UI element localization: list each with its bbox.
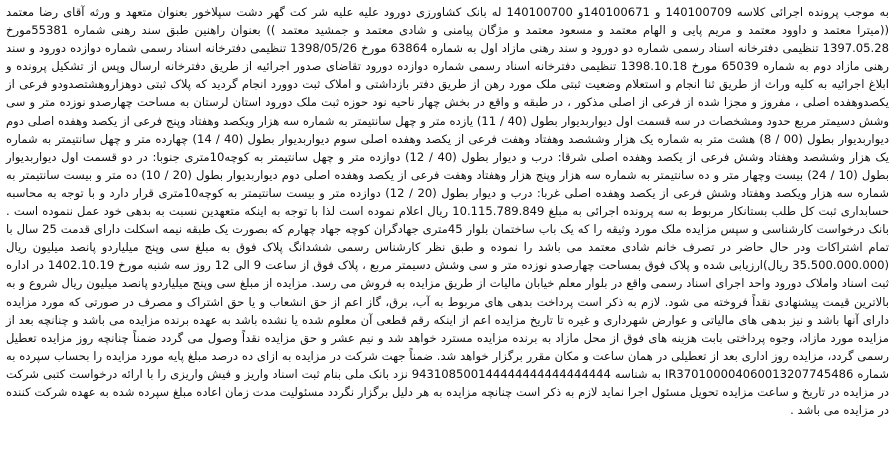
notice-body-text: به موجب پرونده اجرائی کلاسه 140100709 و 140100671و 140100700 له بانک کشاورزی دورود علیه علیه شر کت گهر دشت سپلاخور بعنوان متعهد و ورثه آقای رضا معتمد ((میترا معتمد و داوود معتمد و مریم پایی و الهام معتمد و مسعود معتمد و مژگان پیامنی و شادی معتمد و جمشید معتمد )) بعنوان راهنین طبق سند رهنی شماره 55381مورخ 1397.05.28 تنظیمی دفترخانه اسناد رسمی شماره دو دورود و سند رهنی مازاد اول به شماره 63864 مورخ 1398/05/26 تنظیمی دفترخانه اسناد رسمی شماره دوازده دورود و سند رهنی مازاد دوم به شماره 65039 مورخ 1398.10.18 تنظیمی دفترخانه اسناد رسمی شماره دوازده دورود تقاضای صدور اجرائیه از طریق دفترخانه ارسال وپس از تشکیل پرونده و ابلاغ اجرائیه به کلیه وراث از طریق ثنا انجام و استعلام وضعیت ثبتی ملک مورد رهن از طریق دفتر بازداشتی و املاک ثبت دوورد انجام گردید که پلاک ثبتی دوهزاروهشتصدودو فرعی از یکصدوهفده اصلی ، مفروز و مجزا شده از فرعی از اصلی مذکور ، در طبقه و واقع در بخش چهار ناحیه نود حوزه ثبت ملک دورود استان لرستان به مساحت چهارصدو نوزده متر و سی وشش دسیمتر مربع حدود ومشخصات در سه قسمت اول دیواربدیوار بطول (40 / 11) یازده متر و چهل سانتیمتر به شماره سه هزار ویکصد وهفتاد وپنج فرعی از یکصد وهفده اصلی دوم دیواربدیوار بطول (00 / 8) هشت متر به شماره یک هزار وششصد وهفتاد وهفت فرعی از یکصد وهفده اصلی سوم دیواربدیوار بطول (40 / 14) چهارده متر و چهل سانتیمتر به شماره یک هزار وششصد وهفتاد وشش فرعی از یکصد وهفده اصلی شرقا: درب و دیوار بطول (40 / 12) دوازده متر و چهل سانتیمتر به کوچه10متری جنوبا: در دو قسمت اول دیواربدیوار بطول (10 / 24) بیست وچهار متر و ده سانتیمتر به شماره سه هزار وپنج هزار وهفتاد وهفت فرعی از یکصد وهفده اصلی دوم دیواربدیوار بطول (20 / 10) ده متر و بیست سانتیمتر به شماره سه هزار ویکصد وهفتاد وشش فرعی از یکصد وهفده اصلی غربا: درب و دیوار بطول (20 / 12) دوازده متر و بیست سانتیمتر به کوچه10متری قرار دارد و با توجه به محاسبه حسابداری ثبت کل طلب بستانکار مربوط به سه پرونده اجرائی به مبلغ 10.115.789.849 ریال اعلام نموده است لذا با توجه به اینکه متعهدین نسبت به بدهی خود عمل ننموده است . بانک درخواست کارشناسی و سپس مزایده ملک مورد وثیقه را که یک باب ساختمان بلوار 45متری جهادگران کوچه جهاد چهارم که بصورت یک طبقه نیمه اسکلت دارای قدمت 25 سال با تمام اشتراکات ودر حال حاضر در تصرف خانم شادی معتمد می باشد را نموده و طبق نظر کارشناس رسمی ششدانگ پلاک فوق به مبلغ سی وپنج میلیاردو پانصد میلیون ریال (35.500.000.000 ریال)ارزیابی شده و پلاک فوق بمساحت چهارصدو نوزده متر و سی وشش دسیمتر مربع ، پلاک فوق از ساعت 9 الی 12 روز سه شنبه مورخ 1402.10.19 در اداره ثبت اسناد واملاک دورود واحد اجرای اسناد رسمی واقع در بلوار معلم خیابان مالیات از طریق مزایده به فروش می رسد. مزایده از مبلغ سی وپنج میلیاردو پانصد میلیون ریال شروع و به بالاترین قیمت پیشنهادی نقداً فروخته می شود. لازم به ذکر است پرداخت بدهی های مربوط به آب، برق، گاز اعم از حق انشعاب و یا حق اشتراک و مصرف در صورتی که مورد مزایده دارای آنها باشد و نیز بدهی های مالیاتی و عوارض شهرداری و غیره تا تاریخ مزایده اعم از اینکه رقم قطعی آن معلوم شده یا نشده باشد به عهده برنده مزایده می باشد و چنانچه بعد از مزایده مورد مازاد، وجوه پرداختی بابت هزینه های فوق از محل مازاد به برنده مزایده مسترد خواهد شد و نیم عشر و حق مزایده نقداً وصول می گردد ضمناً چنانچه روز مزایده تعطیل رسمی گردد، مزایده روز اداری بعد از تعطیلی در همان ساعت و مکان مقرر برگزار خواهد شد. ضمناً جهت شرکت در مزایده به ازای ده درصد مبلغ پایه مورد مزایده را بحساب سپرده به شماره IR370100004060013207745486 به شناسه 943108500144444444444444444 نزد بانک ملی بنام ثبت اسناد واریز و فیش واریزی را با ارائه درخواست کتبی شرکت در مزایده در تاریخ و ساعت مزایده تحویل مسئول اجرا نماید لازم به ذکر است چنانچه مزایده به هر دلیل برگزار نگردد مسئولیت مدت زمان اعاده مبلغ سپرده شده به عهده شرکت کننده در مزایده می باشد . (6, 5, 890, 418)
